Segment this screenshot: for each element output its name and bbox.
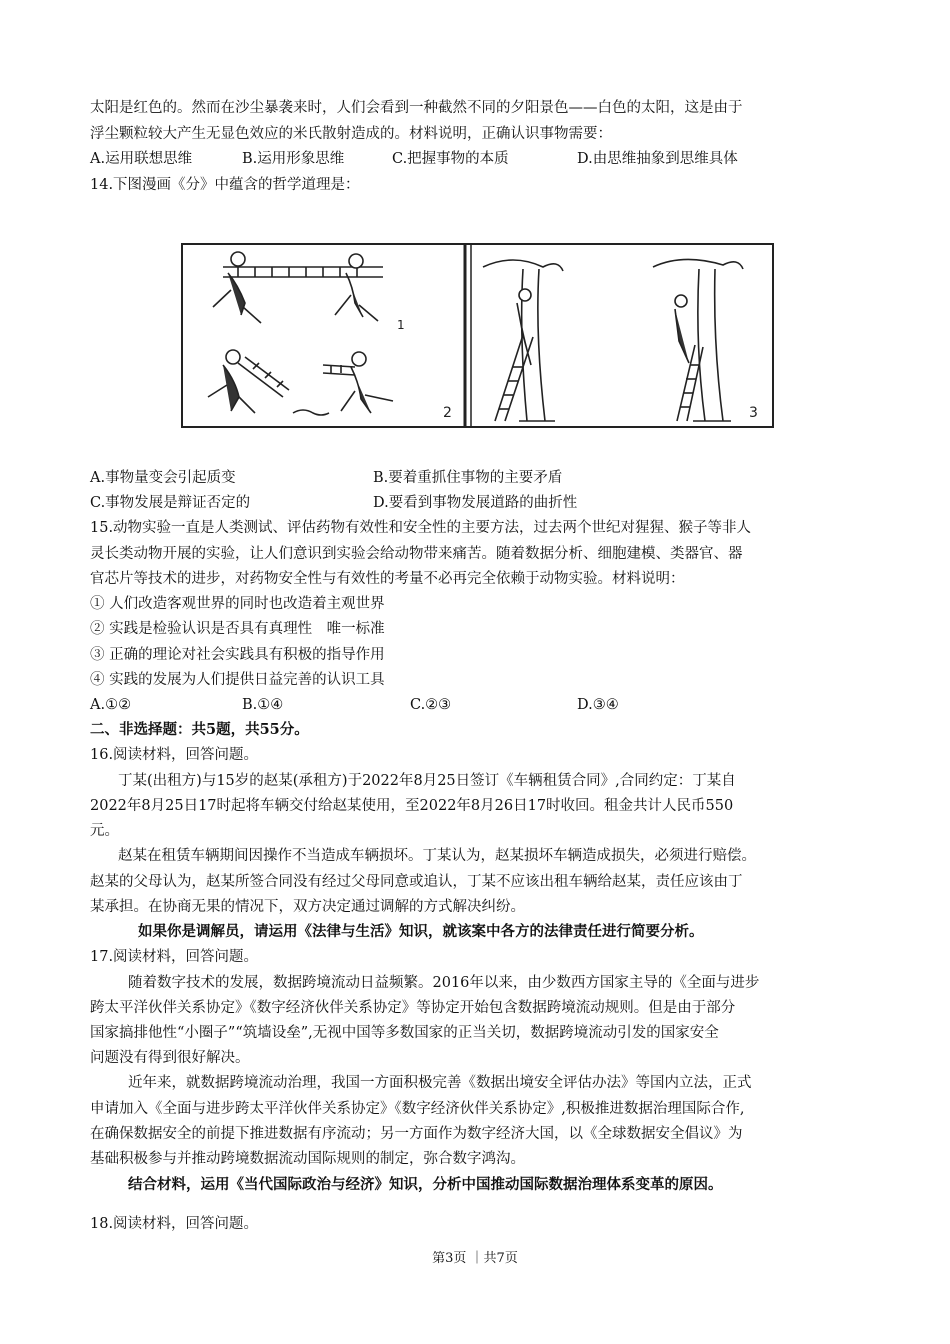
q15-line-3: 官芯片等技术的进步，对药物安全性与有效性的考量不必再完全依赖于动物实验。材料说明： bbox=[90, 571, 685, 587]
q13-option-a: A.运用联想思维 bbox=[90, 151, 193, 167]
q14-option-b: B.要着重抓住事物的主要矛盾 bbox=[373, 470, 563, 486]
q15-item-2: ② 实践是检验认识是否具有真理性 唯一标准 bbox=[90, 621, 385, 637]
q16-p2-line-1: 赵某在租赁车辆期间因操作不当造成车辆损坏。丁某认为，赵某损坏车辆造成损失，必须进行赔偿。 bbox=[118, 848, 756, 864]
q17-p1-line-4: 问题没有得到很好解决。 bbox=[90, 1050, 250, 1066]
q14-option-c: C.事物发展是辩证否定的 bbox=[90, 495, 251, 511]
q16-p2-line-2: 赵某的父母认为，赵某所签合同没有经过父母同意或追认，丁某不应该出租车辆给赵某，责任应该由丁 bbox=[90, 874, 743, 890]
q14-option-d: D.要看到事物发展道路的曲折性 bbox=[373, 495, 578, 511]
q17-p1-line-2: 跨太平洋伙伴关系协定》《数字经济伙伴关系协定》等协定开始包含数据跨境流动规则。但是由于部分 bbox=[90, 1000, 736, 1016]
q17-p1-line-3: 国家搞排他性“小圈子”“筑墙设垒”,无视中国等多数国家的正当关切，数据跨境流动引发的国家安全 bbox=[90, 1025, 719, 1041]
panel-2-drawing bbox=[208, 350, 393, 415]
q16-stem: 16.阅读材料，回答问题。 bbox=[90, 747, 259, 763]
q13-option-c: C.把握事物的本质 bbox=[392, 151, 509, 167]
panel-3-drawing bbox=[483, 259, 743, 421]
q15-line-1: 15.动物实验一直是人类测试、评估药物有效性和安全性的主要方法，过去两个世纪对猩猩、猴子等非人 bbox=[90, 520, 752, 536]
q16-p2-line-3: 某承担。在协商无果的情况下，双方决定通过调解的方式解决纠纷。 bbox=[90, 899, 525, 915]
q15-option-c: C.②③ bbox=[410, 697, 452, 713]
q15-item-3: ③ 正确的理论对社会实践具有积极的指导作用 bbox=[90, 647, 385, 663]
q18-stem: 18.阅读材料，回答问题。 bbox=[90, 1216, 259, 1232]
section-2-heading: 二、非选择题：共5题，共55分。 bbox=[90, 721, 309, 738]
q17-p2-line-4: 基础积极参与并推动跨境数据流动国际规则的制定，弥合数字鸿沟。 bbox=[90, 1151, 525, 1167]
panel-1-drawing bbox=[213, 252, 383, 323]
q13-line-2: 浮尘颗粒较大产生无显色效应的米氏散射造成的。材料说明，正确认识事物需要： bbox=[90, 126, 612, 142]
panel-3-number: 3 bbox=[749, 405, 758, 421]
q15-item-1: ① 人们改造客观世界的同时也改造着主观世界 bbox=[90, 596, 385, 612]
q16-p1-line-2: 2022年8月25日17时起将车辆交付给赵某使用，至2022年8月26日17时收回。租金共计人民币550 bbox=[90, 798, 734, 814]
q13-line-1: 太阳是红色的。然而在沙尘暴袭来时，人们会看到一种截然不同的夕阳景色——白色的太阳，这是由于 bbox=[90, 100, 743, 116]
q16-task: 如果你是调解员，请运用《法律与生活》知识，就该案中各方的法律责任进行简要分析。 bbox=[138, 923, 704, 940]
q15-option-b: B.①④ bbox=[242, 697, 284, 713]
q17-p2-line-3: 在确保数据安全的前提下推进数据有序流动；另一方面作为数字经济大国，以《全球数据安全倡议》为 bbox=[90, 1126, 743, 1142]
q15-item-4: ④ 实践的发展为人们提供日益完善的认识工具 bbox=[90, 672, 385, 688]
q17-p2-line-1: 近年来，就数据跨境流动治理，我国一方面积极完善《数据出境安全评估办法》等国内立法，正式 bbox=[128, 1075, 752, 1091]
q15-option-d: D.③④ bbox=[577, 697, 619, 713]
q15-option-a: A.①② bbox=[90, 697, 132, 713]
q13-option-b: B.运用形象思维 bbox=[242, 151, 345, 167]
q17-p1-line-1: 随着数字技术的发展，数据跨境流动日益频繁。2016年以来，由少数西方国家主导的《全面与进步 bbox=[128, 975, 760, 991]
panel-1-number: 1 bbox=[397, 318, 405, 332]
q17-stem: 17.阅读材料，回答问题。 bbox=[90, 949, 259, 965]
q17-p2-line-2: 申请加入《全面与进步跨太平洋伙伴关系协定》《数字经济伙伴关系协定》,积极推进数据治理国际合作, bbox=[90, 1101, 745, 1117]
page-footer: 第3页 ｜共7页 bbox=[432, 1251, 518, 1266]
q16-p1-line-3: 元。 bbox=[90, 823, 119, 839]
q15-line-2: 灵长类动物开展的实验，让人们意识到实验会给动物带来痛苦。随着数据分析、细胞建模、类器官、器 bbox=[90, 546, 743, 562]
panel-2-number: 2 bbox=[443, 405, 452, 421]
q17-task: 结合材料，运用《当代国际政治与经济》知识，分析中国推动国际数据治理体系变革的原因。 bbox=[128, 1176, 723, 1193]
q14-option-a: A.事物量变会引起质变 bbox=[90, 470, 236, 486]
cartoon-fen bbox=[181, 243, 774, 428]
q14-stem: 14.下图漫画《分》中蕴含的哲学道理是： bbox=[90, 177, 360, 193]
q16-p1-line-1: 丁某(出租方)与15岁的赵某(承租方)于2022年8月25日签订《车辆租赁合同》,合同约定：丁某自 bbox=[118, 773, 736, 789]
q13-option-d: D.由思维抽象到思维具体 bbox=[577, 151, 738, 167]
